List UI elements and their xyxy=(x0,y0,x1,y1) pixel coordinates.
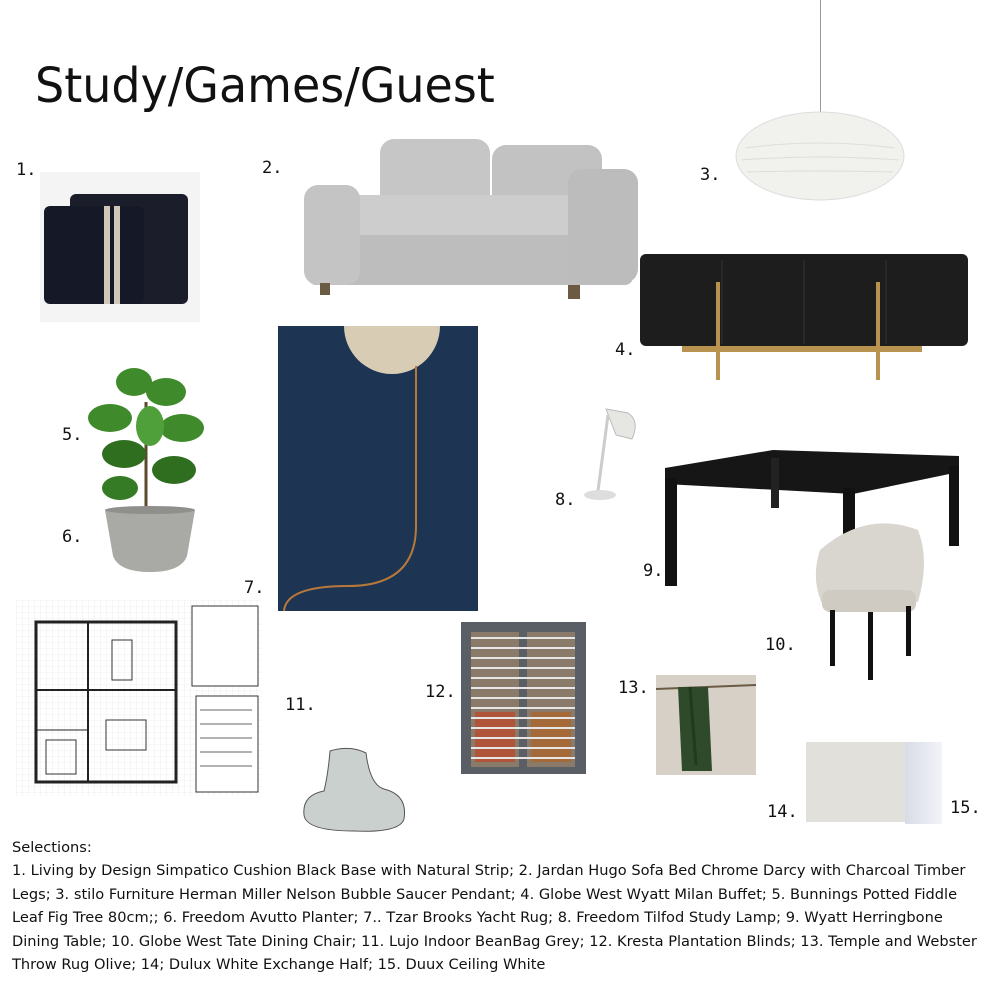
board-title: Study/Games/Guest xyxy=(35,56,495,114)
beanbag-image xyxy=(300,745,408,833)
pendant-image xyxy=(735,108,905,203)
label-15: 15. xyxy=(950,798,981,818)
label-4: 4. xyxy=(615,340,636,360)
label-8: 8. xyxy=(555,490,576,510)
selections-heading: Selections: xyxy=(12,839,92,856)
sofa-image xyxy=(268,135,643,300)
throw-rug-image xyxy=(656,675,756,775)
paint-swatch-ceiling-white xyxy=(905,742,942,824)
dining-chair-image xyxy=(806,520,928,682)
buffet-image xyxy=(638,252,970,382)
label-11: 11. xyxy=(285,695,316,715)
paint-swatch-white-exchange xyxy=(806,742,906,822)
label-10: 10. xyxy=(765,635,796,655)
label-2: 2. xyxy=(262,158,283,178)
fig-tree-image xyxy=(84,362,208,508)
label-7: 7. xyxy=(244,578,265,598)
rug-image xyxy=(278,326,478,611)
label-3: 3. xyxy=(700,165,721,185)
planter-image xyxy=(105,506,195,574)
label-9: 9. xyxy=(643,561,664,581)
cushion-image xyxy=(40,172,200,322)
pendant-cord xyxy=(820,0,821,112)
floor-plan-image xyxy=(16,600,262,796)
label-1: 1. xyxy=(16,160,37,180)
label-13: 13. xyxy=(618,678,649,698)
selections-text: 1. Living by Design Simpatico Cushion Black Base with Natural Strip; 2. Jardan Hugo Sofa Bed Chrome Darcy with Charcoal Timber Legs; 3. stilo Furniture Herman Miller Nelson Bubble Saucer Pendant; 4. Globe West Wyatt Milan Buffet; 5. Bunnings Potted Fiddle Leaf Fig Tree 80cm;; 6. Freedom Avutto Planter; 7.. Tzar Brooks Yacht Rug; 8. Freedom Tilfod Study Lamp; 9. Wyatt Herringbone Dining Table; 10. Globe West Tate Dining Chair; 11. Lujo Indoor BeanBag Grey; 12. Kresta Plantation Blinds; 13. Temple and Webster Throw Rug Olive; 14; Dulux White Exchange Half; 15. Duux Ceiling White xyxy=(12,862,977,974)
desk-lamp-image xyxy=(580,405,640,503)
selections-list xyxy=(12,836,987,976)
label-6: 6. xyxy=(62,527,83,547)
plantation-blinds-image xyxy=(461,622,586,774)
label-5: 5. xyxy=(62,425,83,445)
label-12: 12. xyxy=(425,682,456,702)
label-14: 14. xyxy=(767,802,798,822)
